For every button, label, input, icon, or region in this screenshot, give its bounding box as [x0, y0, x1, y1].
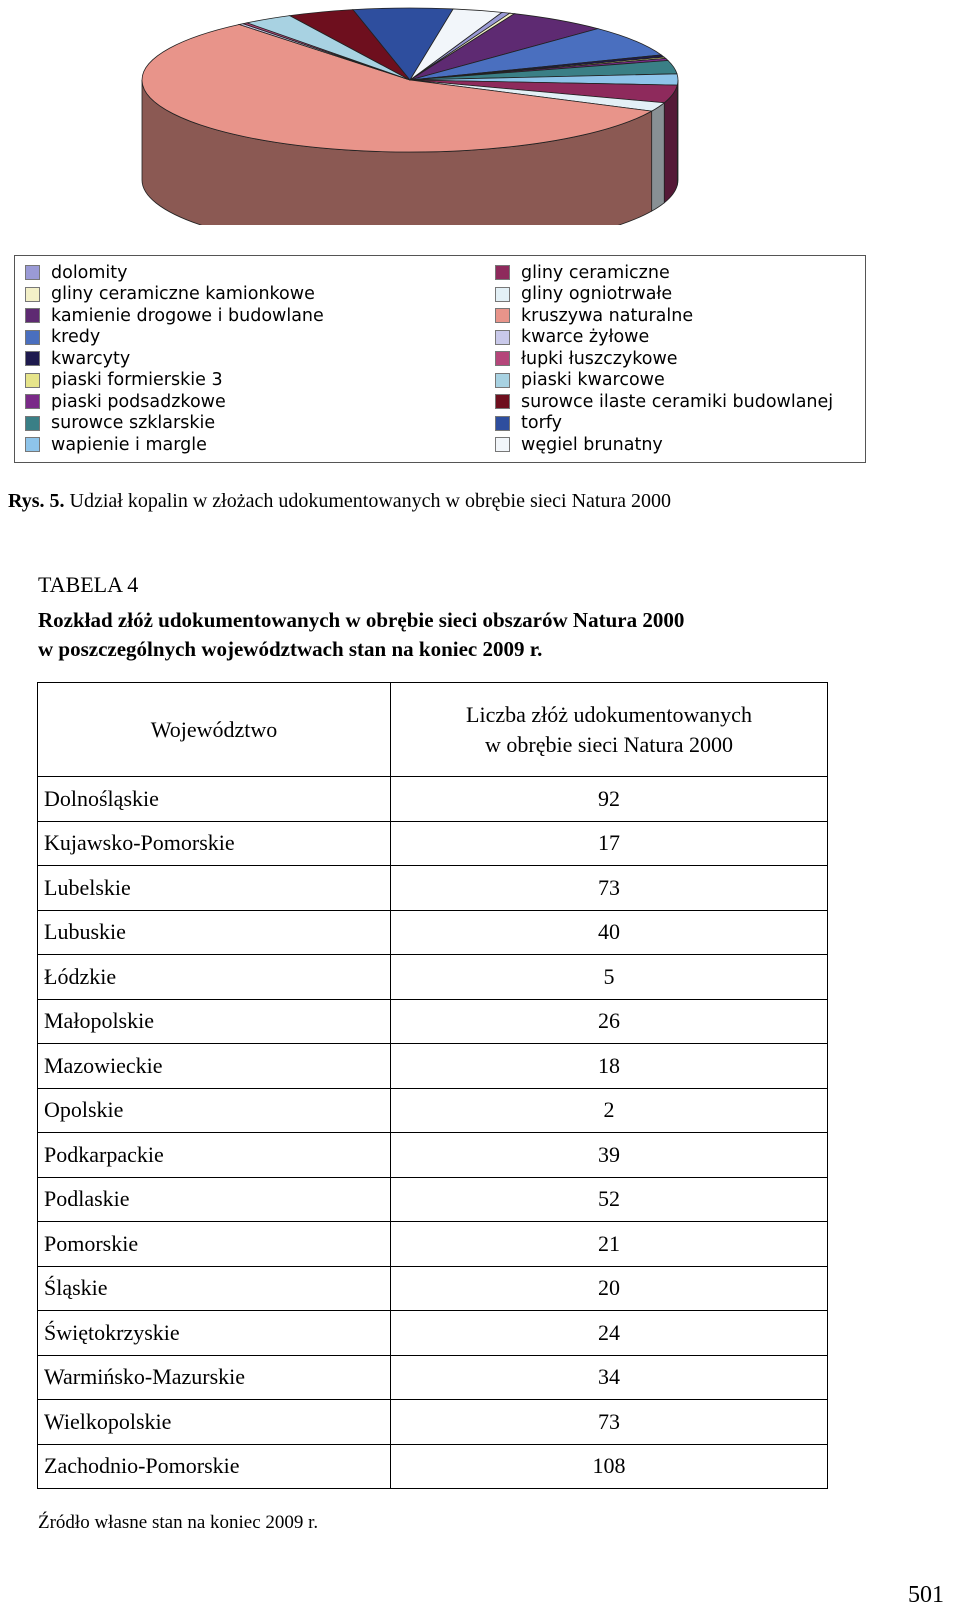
deposit-count: 39 — [391, 1133, 828, 1178]
header-deposit-count — [391, 683, 828, 777]
legend-swatch — [495, 330, 510, 345]
table-row — [38, 999, 828, 1044]
deposit-count: 40 — [391, 910, 828, 955]
legend-label: surowce ilaste ceramiki budowlanej — [521, 391, 834, 412]
legend-label: wapienie i margle — [51, 434, 207, 455]
voivodeship-name: Śląskie — [38, 1266, 391, 1311]
legend-swatch — [25, 308, 40, 323]
legend-label: piaski podsadzkowe — [51, 391, 226, 412]
legend-item — [25, 370, 324, 392]
legend-item — [495, 262, 833, 284]
voivodeship-name: Zachodnio-Pomorskie — [38, 1444, 391, 1489]
figure-caption-text: Udział kopalin w złożach udokumentowanych w obrębie sieci Natura 2000 — [69, 490, 672, 512]
legend-swatch — [25, 437, 40, 452]
figure-caption — [8, 490, 671, 513]
voivodeship-name: Wielkopolskie — [38, 1400, 391, 1445]
voivodeship-name: Małopolskie — [38, 999, 391, 1044]
pie-chart-svg — [140, 0, 720, 225]
voivodeship-name: Lubelskie — [38, 866, 391, 911]
legend-swatch — [495, 416, 510, 431]
table-row — [38, 1177, 828, 1222]
deposit-count: 34 — [391, 1355, 828, 1400]
table-title-line-2: w poszczególnych województwach stan na koniec 2009 r. — [38, 637, 543, 661]
legend-label: kwarce żyłowe — [521, 327, 650, 348]
legend-item — [25, 327, 324, 349]
legend-label: surowce szklarskie — [51, 413, 216, 434]
voivodeship-name: Podlaskie — [38, 1177, 391, 1222]
table-row — [38, 1311, 828, 1356]
legend-item — [495, 391, 833, 413]
legend-swatch — [25, 373, 40, 388]
table-label: TABELA 4 — [38, 572, 139, 597]
legend-item — [25, 348, 324, 370]
table-row — [38, 1044, 828, 1089]
voivodeship-name: Podkarpackie — [38, 1133, 391, 1178]
legend-swatch — [25, 287, 40, 302]
voivodeship-name: Lubuskie — [38, 910, 391, 955]
legend-swatch — [495, 351, 510, 366]
deposit-count: 24 — [391, 1311, 828, 1356]
legend-swatch — [25, 351, 40, 366]
legend-label: kruszywa naturalne — [521, 305, 694, 326]
table-row — [38, 910, 828, 955]
legend-swatch — [495, 308, 510, 323]
table-row — [38, 1088, 828, 1133]
voivodeship-name: Mazowieckie — [38, 1044, 391, 1089]
deposit-count: 17 — [391, 821, 828, 866]
voivodeship-name: Opolskie — [38, 1088, 391, 1133]
legend-label: kamienie drogowe i budowlane — [51, 305, 324, 326]
legend-item — [495, 370, 833, 392]
table-row — [38, 955, 828, 1000]
legend-item — [25, 305, 324, 327]
legend-label: węgiel brunatny — [521, 434, 663, 455]
table-row — [38, 1400, 828, 1445]
legend-item — [495, 305, 833, 327]
deposit-count: 26 — [391, 999, 828, 1044]
legend-label: kwarcyty — [51, 348, 131, 369]
table-row — [38, 777, 828, 822]
table-row — [38, 866, 828, 911]
deposit-count: 108 — [391, 1444, 828, 1489]
table-row — [38, 1355, 828, 1400]
legend-swatch — [25, 265, 40, 280]
legend-item — [25, 262, 324, 284]
voivodeship-name: Łódzkie — [38, 955, 391, 1000]
legend-item — [495, 327, 833, 349]
table-body — [38, 777, 828, 1489]
legend-swatch — [495, 394, 510, 409]
table-title-line-1: Rozkład złóż udokumentowanych w obrębie sieci obszarów Natura 2000 — [38, 608, 685, 632]
legend-label: łupki łuszczykowe — [521, 348, 678, 369]
deposit-count: 52 — [391, 1177, 828, 1222]
table-header-row — [38, 683, 828, 777]
legend-label: piaski kwarcowe — [521, 370, 665, 391]
chart-legend — [14, 255, 866, 463]
table-row — [38, 1444, 828, 1489]
legend-swatch — [25, 416, 40, 431]
pie-slice-side — [664, 85, 677, 203]
legend-swatch — [495, 287, 510, 302]
legend-label: gliny ceramiczne kamionkowe — [51, 284, 315, 305]
legend-item — [495, 348, 833, 370]
deposit-count: 73 — [391, 866, 828, 911]
table-row — [38, 1133, 828, 1178]
legend-swatch — [25, 394, 40, 409]
legend-label: gliny ogniotrwałe — [521, 284, 673, 305]
legend-item — [25, 434, 324, 456]
deposit-count: 18 — [391, 1044, 828, 1089]
deposit-count: 20 — [391, 1266, 828, 1311]
figure-label: Rys. 5. — [8, 490, 65, 512]
voivodeship-name: Świętokrzyskie — [38, 1311, 391, 1356]
legend-swatch — [25, 330, 40, 345]
table-title — [38, 606, 684, 664]
header-deposit-count-line-1: Liczba złóż udokumentowanych — [466, 701, 752, 727]
legend-label: torfy — [521, 413, 562, 434]
header-voivodeship: Województwo — [38, 683, 391, 777]
legend-label: piaski formierskie 3 — [51, 370, 223, 391]
legend-item — [495, 434, 833, 456]
legend-item — [25, 391, 324, 413]
table-row — [38, 1266, 828, 1311]
table-row — [38, 1222, 828, 1267]
legend-swatch — [495, 265, 510, 280]
legend-label: kredy — [51, 327, 101, 348]
legend-column-right — [495, 262, 833, 456]
voivodeship-name: Warmińsko-Mazurskie — [38, 1355, 391, 1400]
legend-swatch — [495, 373, 510, 388]
legend-item — [495, 284, 833, 306]
voivodeship-name: Kujawsko-Pomorskie — [38, 821, 391, 866]
deposit-count: 92 — [391, 777, 828, 822]
voivodeship-table — [37, 682, 828, 1489]
deposit-count: 2 — [391, 1088, 828, 1133]
legend-label: gliny ceramiczne — [521, 262, 670, 283]
legend-item — [495, 413, 833, 435]
deposit-count: 73 — [391, 1400, 828, 1445]
table-source-note: Źródło własne stan na koniec 2009 r. — [38, 1512, 319, 1533]
legend-item — [25, 413, 324, 435]
deposit-count: 5 — [391, 955, 828, 1000]
voivodeship-name: Pomorskie — [38, 1222, 391, 1267]
pie-chart — [140, 0, 720, 225]
legend-column-left — [25, 262, 324, 456]
legend-label: dolomity — [51, 262, 128, 283]
header-deposit-count-line-2: w obrębie sieci Natura 2000 — [484, 731, 734, 757]
page-number: 501 — [908, 1582, 944, 1608]
legend-item — [25, 284, 324, 306]
pie-tops — [142, 8, 678, 152]
legend-swatch — [495, 437, 510, 452]
deposit-count: 21 — [391, 1222, 828, 1267]
voivodeship-name: Dolnośląskie — [38, 777, 391, 822]
pie-slice-side — [652, 103, 665, 211]
table-row — [38, 821, 828, 866]
